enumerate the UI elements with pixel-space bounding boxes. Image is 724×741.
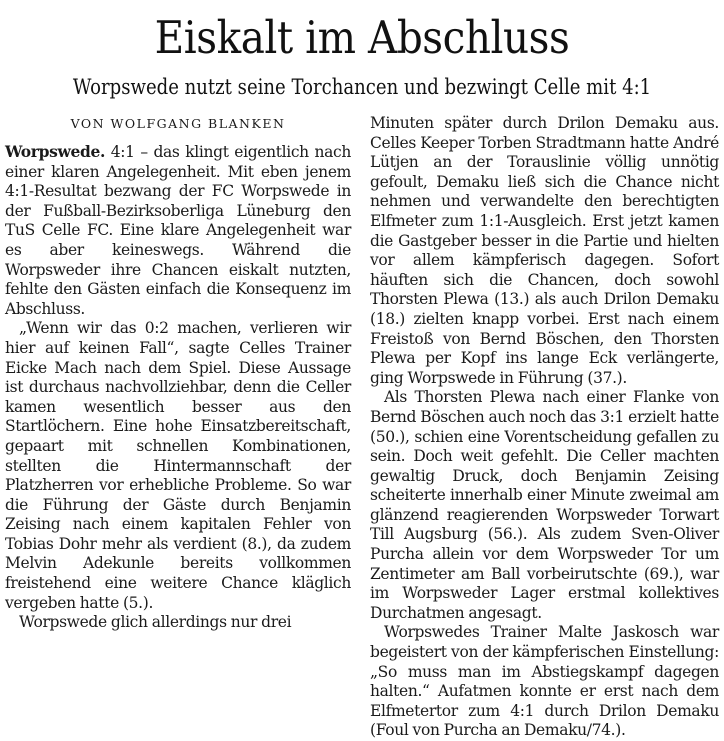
subheadline: Worpswede nutzt seine Torchancen und bezwingt Celle mit 4:1 — [72, 75, 652, 99]
dateline: Worpswede. — [5, 142, 106, 161]
byline: VON WOLFGANG BLANKEN — [70, 116, 286, 131]
article-paragraph: Als Thorsten Plewa nach einer Flanke von Bernd Böschen auch noch das 3:1 erzielt hatte (50.), schien eine Vorentscheidung gefallen zu sein. Doch weit gefehlt. Die Celler machten gewaltig Druck, doch Benjamin Zeising scheiterte innerhalb einer Minute zweimal am glänzend reagierenden Worpsweder Torwart Till Augsburg (56.). Als zudem Sven-Oliver Purcha allein vor dem Worpsweder Tor um Zentimeter am Ball vorbeirutschte (69.), war im Worpsweder Lager erstmal kollektives Durchatmen angesagt. — [370, 388, 719, 622]
article-paragraph: „Wenn wir das 0:2 machen, verlieren wir hier auf keinen Fall“, sagte Celles Trainer Eicke Mach nach dem Spiel. Diese Aussage ist durchaus nachvollziehbar, denn die Celler kamen wesentlich besser aus den Startlöchern. Eine hohe Einsatzbereitschaft, gepaart mit schnellen Kombinationen, stellten die Hintermannschaft der Platzherren vor erhebliche Probleme. So war die Führung der Gäste durch Benjamin Zeising nach einem kapitalen Fehler von Tobias Dohr mehr als verdient (8.), da zudem Melvin Adekunle bereits vollkommen freistehend eine weitere Chance kläglich vergeben hatte (5.). — [5, 319, 351, 612]
article-paragraph: Worpswedes Trainer Malte Jaskosch war begeistert von der kämpferischen Einstellung: „So muss man im Abstiegskampf dagegen halten.“ Aufatmen konnte er erst nach dem Elfmetertor zum 4:1 durch Drilon Demaku (Foul von Purcha an Demaku/74.). — [370, 623, 719, 740]
article-paragraph — [5, 142, 351, 319]
article-paragraph: Worpswede glich allerdings nur drei — [18, 613, 292, 632]
article-paragraph-continued: Minuten später durch Drilon Demaku aus. Celles Keeper Torben Stradtmann hatte André Lütjen an der Torauslinie völlig unnötig gefoult, Demaku ließ sich die Chance nicht nehmen und verwandelte den berechtigten Elfmeter zum 1:1-Ausgleich. Erst jetzt kamen die Gastgeber besser in die Partie und hielten vor allem kämpferisch dagegen. Sofort häuften sich die Chancen, doch sowohl Thorsten Plewa (13.) als auch Drilon Demaku (18.) zielten knapp vorbei. Erst nach einem Freistoß von Bernd Böschen, den Thorsten Plewa per Kopf ins lange Eck verlängerte, ging Worpswede in Führung (37.). — [370, 114, 719, 387]
article-column-left — [5, 114, 351, 633]
article-column-right — [370, 114, 719, 741]
paragraph-text: 4:1 – das klingt eigentlich nach einer klaren Angelegenheit. Mit eben jenem 4:1-Resultat bezwang der FC Worpswede in der Fußball-Bezirksoberliga Lüneburg den TuS Celle FC. Eine klare Angelegenheit war es aber keineswegs. Während die Worpsweder ihre Chancen eiskalt nutzten, fehlte den Gästen einfach die Konsequenz im Abschluss. — [5, 143, 352, 318]
headline: Eiskalt im Abschluss — [154, 11, 570, 64]
